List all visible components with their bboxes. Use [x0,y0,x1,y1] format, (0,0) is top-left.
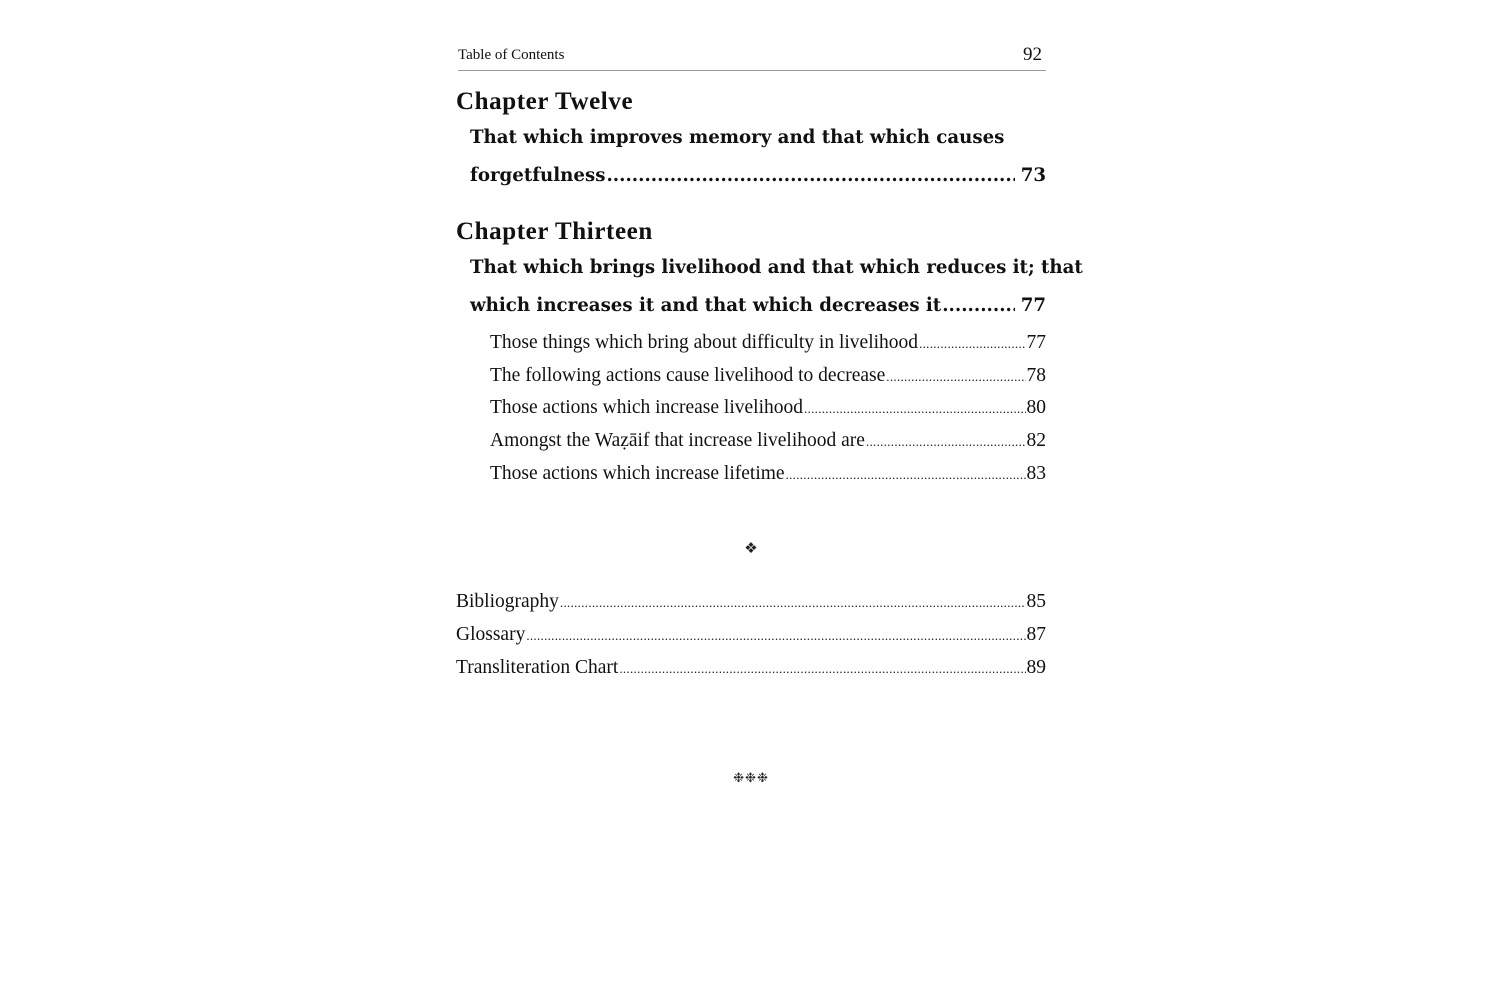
page-number: 92 [1023,44,1042,65]
chapter-thirteen-section-entry[interactable] [470,295,1046,316]
dot-leader [606,165,1014,186]
back-matter-page: 85 [1026,591,1046,612]
toc-subentry[interactable] [490,332,1046,354]
chapter-twelve-section-line2: forgetfulness [470,165,606,186]
dot-leader [786,467,1026,483]
chapter-twelve-section-page: 73 [1020,165,1046,186]
chapter-thirteen-section-line2: which increases it and that which decreases it [470,295,942,316]
toc-subentry[interactable] [490,365,1046,387]
back-matter-title: Glossary [456,624,526,645]
toc-subentry[interactable] [490,430,1046,452]
chapter-twelve-section-line1[interactable]: That which improves memory and that which causes [470,127,1005,148]
subentry-title: Those actions which increase livelihood [490,397,803,418]
subentry-title: The following actions cause livelihood to decrease [490,365,886,386]
running-header [458,44,1046,71]
back-matter-title: Bibliography [456,591,559,612]
chapter-thirteen-title: Chapter Thirteen [456,218,653,245]
dot-leader [886,369,1025,385]
back-matter-title: Transliteration Chart [456,657,619,678]
end-flourish-icon: ❉❉❉ [733,771,769,786]
back-matter-page: 89 [1026,657,1046,678]
diamond-ornament-icon: ❖ [744,539,758,557]
dot-leader [804,401,1026,417]
subentry-page: 82 [1026,430,1046,451]
running-title: Table of Contents [458,47,565,63]
subentry-page: 77 [1026,332,1046,353]
dot-leader [526,628,1025,644]
back-matter-entry[interactable] [456,624,1046,646]
dot-leader [942,295,1014,316]
subentry-page: 80 [1026,397,1046,418]
dot-leader [560,595,1026,611]
chapter-thirteen-section-page: 77 [1020,295,1046,316]
subentry-page: 78 [1026,365,1046,386]
back-matter-page: 87 [1026,624,1046,645]
dot-leader [866,434,1026,450]
chapter-twelve-title: Chapter Twelve [456,88,634,115]
dot-leader [619,661,1025,677]
subentry-page: 83 [1026,463,1046,484]
toc-page [456,0,1083,1000]
back-matter-entry[interactable] [456,591,1046,613]
chapter-twelve-section-entry[interactable] [470,165,1046,186]
subentry-title: Amongst the Waẓāif that increase livelihood are [490,430,865,451]
back-matter-entry[interactable] [456,657,1046,679]
toc-subentry[interactable] [490,463,1046,485]
dot-leader [919,336,1025,352]
subentry-title: Those actions which increase lifetime [490,463,785,484]
toc-subentry[interactable] [490,397,1046,419]
subentry-title: Those things which bring about difficulty in livelihood [490,332,919,353]
chapter-thirteen-section-line1[interactable]: That which brings livelihood and that which reduces it; that [470,257,1083,278]
